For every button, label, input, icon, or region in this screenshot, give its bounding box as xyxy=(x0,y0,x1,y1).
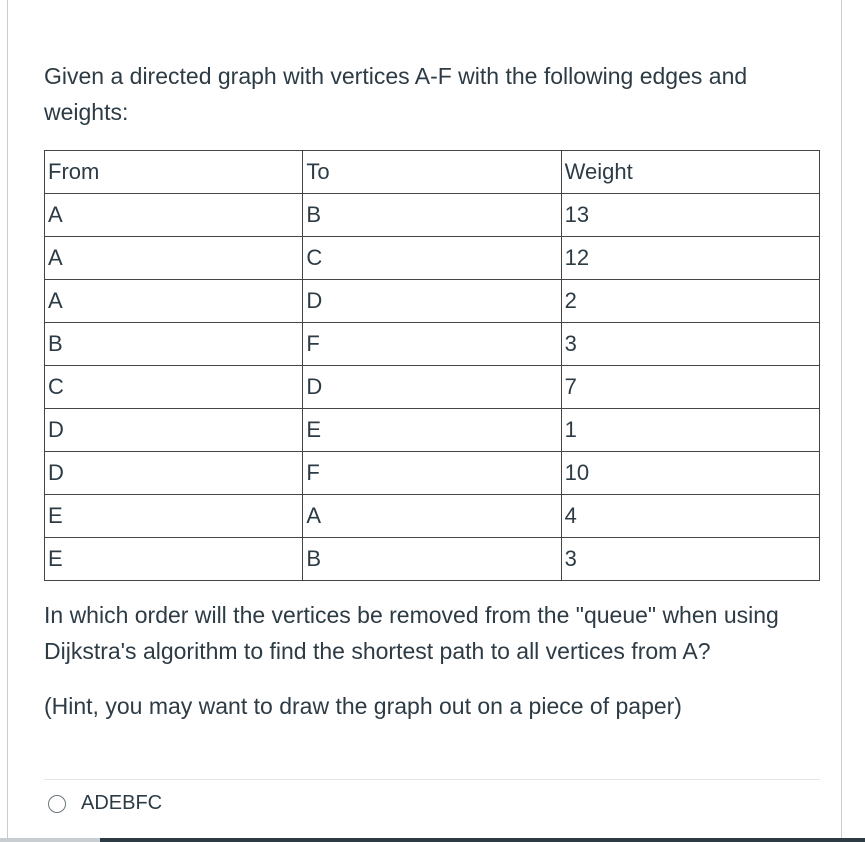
cell-to: D xyxy=(303,280,561,323)
cell-weight: 2 xyxy=(561,280,819,323)
edges-table xyxy=(44,150,820,581)
table-row xyxy=(45,237,820,280)
cell-from: E xyxy=(45,538,303,581)
header-weight: Weight xyxy=(561,151,819,194)
question-intro: Given a directed graph with vertices A-F with the following edges and weights: xyxy=(44,63,748,125)
cell-from: D xyxy=(45,409,303,452)
table-row xyxy=(45,495,820,538)
answers-divider xyxy=(44,779,820,780)
question-body: In which order will the vertices be removed from the "queue" when using Dijkstra's algorithm to find the shortest path to all vertices from A? xyxy=(44,602,779,664)
cell-to: E xyxy=(303,409,561,452)
cell-from: A xyxy=(45,280,303,323)
table-row xyxy=(45,452,820,495)
cell-weight: 1 xyxy=(561,409,819,452)
table-row xyxy=(45,366,820,409)
cell-weight: 13 xyxy=(561,194,819,237)
cell-from: B xyxy=(45,323,303,366)
header-to: To xyxy=(303,151,561,194)
radio-button[interactable] xyxy=(48,795,66,813)
cell-weight: 4 xyxy=(561,495,819,538)
cell-weight: 3 xyxy=(561,538,819,581)
answer-option[interactable] xyxy=(48,792,162,815)
table-row xyxy=(45,409,820,452)
table-row xyxy=(45,323,820,366)
cell-from: D xyxy=(45,452,303,495)
cell-from: C xyxy=(45,366,303,409)
cell-to: B xyxy=(303,194,561,237)
cell-from: E xyxy=(45,495,303,538)
cell-from: A xyxy=(45,237,303,280)
cell-to: F xyxy=(303,323,561,366)
horizontal-scrollbar[interactable] xyxy=(100,838,865,842)
cell-weight: 3 xyxy=(561,323,819,366)
cell-weight: 7 xyxy=(561,366,819,409)
table-row xyxy=(45,194,820,237)
cell-from: A xyxy=(45,194,303,237)
cell-to: A xyxy=(303,495,561,538)
header-from: From xyxy=(45,151,303,194)
question-hint: (Hint, you may want to draw the graph out on a piece of paper) xyxy=(44,693,682,719)
cell-to: C xyxy=(303,237,561,280)
cell-weight: 10 xyxy=(561,452,819,495)
cell-to: F xyxy=(303,452,561,495)
table-row xyxy=(45,538,820,581)
cell-to: B xyxy=(303,538,561,581)
cell-to: D xyxy=(303,366,561,409)
cell-weight: 12 xyxy=(561,237,819,280)
table-header-row xyxy=(45,151,820,194)
answer-label: ADEBFC xyxy=(81,792,163,814)
question-card xyxy=(7,0,842,842)
table-row xyxy=(45,280,820,323)
scrollbar-track xyxy=(0,838,100,842)
